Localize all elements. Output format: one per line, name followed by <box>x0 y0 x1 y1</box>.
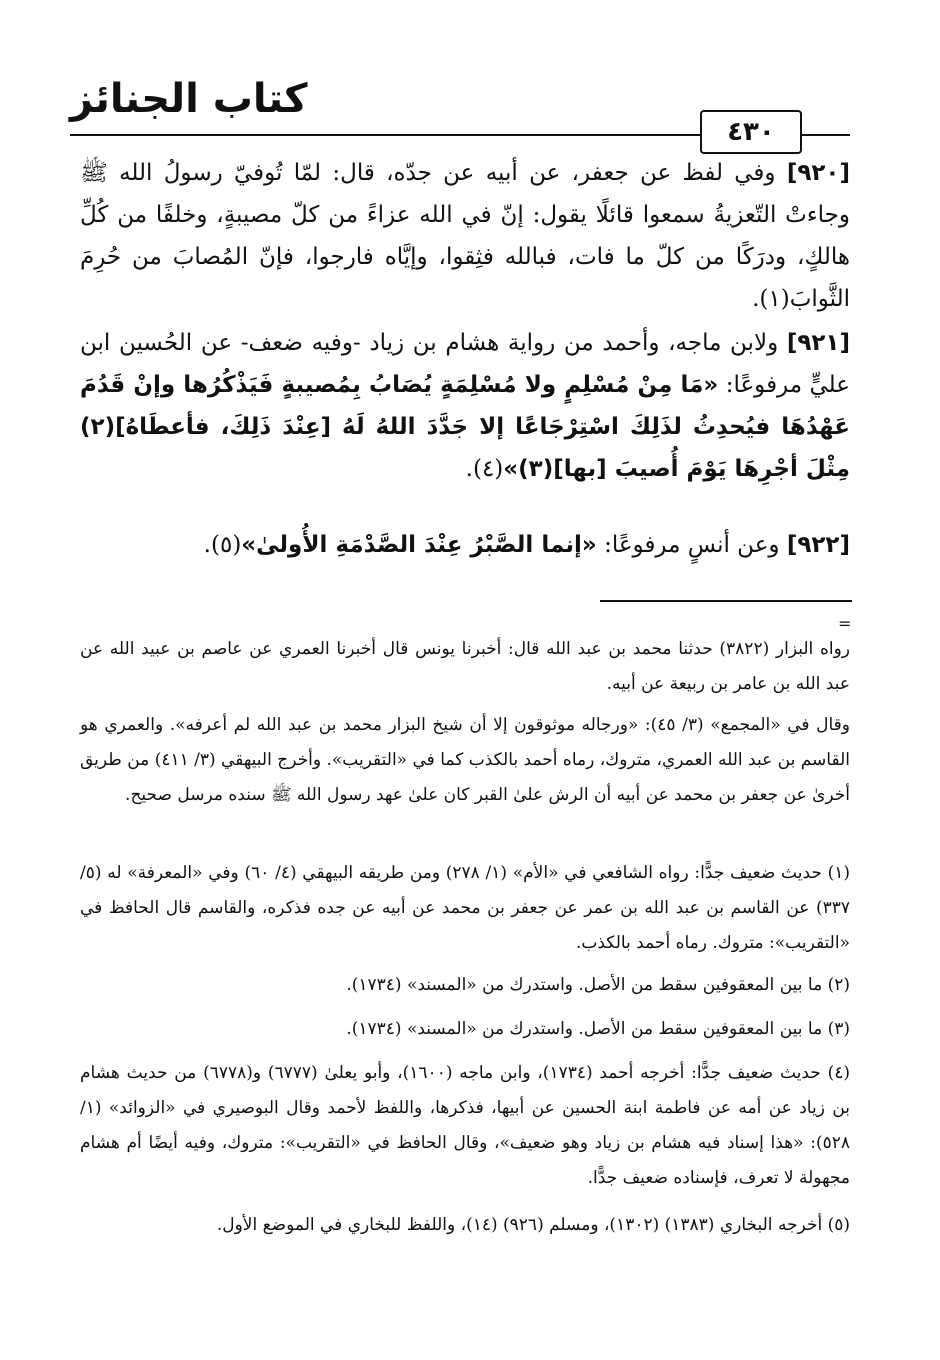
footnote-1: (١) حديث ضعيف جدًّا: رواه الشافعي في «الأم» (١/ ٢٧٨) ومن طريقه البيهقي (٤/ ٦٠) وفي «المعرفة» له (٥/ ٣٣٧) عن القاسم بن عبد الله بن عمر عن جعفر بن محمد عن أبيه عن جده فذكره، والقاسم قال الحافظ في «التقريب»: متروك. رماه أحمد بالكذب. <box>80 863 850 953</box>
continuation-marker: = <box>838 614 852 633</box>
footnote-continuation: رواه البزار (٣٨٢٢) حدثنا محمد بن عبد الله قال: أخبرنا يونس قال أخبرنا العمري عن عاصم بن عبيد الله عن عبد الله بن عامر بن ربيعة عن أبيه. <box>80 639 850 694</box>
footnote-2: (٢) ما بين المعقوفين سقط من الأصل. واستدرك من «المسند» (١٧٣٤). <box>346 975 850 995</box>
paragraph-number: [٩٢١] <box>786 330 850 356</box>
page-number: ٤٣٠ <box>700 110 802 154</box>
chapter-title: كتاب الجنائز <box>70 76 308 122</box>
paragraph-intro: وعن أنسٍ مرفوعًا: <box>596 532 787 558</box>
footnote-3: (٣) ما بين المعقوفين سقط من الأصل. واستدرك من «المسند» (١٧٣٤). <box>346 1019 850 1039</box>
footnote-4: (٤) حديث ضعيف جدًّا: أخرجه أحمد (١٧٣٤)، وابن ماجه (١٦٠٠)، وأبو يعلىٰ (٦٧٧٧) و(٦٧٧٨) من حديث هشام بن زياد عن أمه عن فاطمة ابنة الحسين عن أبيها، فذكرها، واللفظ لأحمد وقال البوصيري في «الزوائد» (١/ ٥٢٨): «هذا إسناد فيه هشام بن زياد وهو ضعيف»، وقال الحافظ في «التقريب»: متروك، وفيه أيضًا أم هشام مجهولة لا تعرف، فإسناده ضعيف جدًّا. <box>80 1063 850 1188</box>
paragraph-922 <box>80 524 850 566</box>
paragraph-end: (٤). <box>465 456 504 482</box>
footnote-continuation: وقال في «المجمع» (٣/ ٤٥): «ورجاله موثوقون إلا أن شيخ البزار محمد بن عبد الله لم أعرفه». والعمري هو القاسم بن عبد الله العمري، متروك، رماه أحمد بالكذب كما في «التقريب». وأخرج البيهقي (٣/ ٤١١) من طريق أخرىٰ عن جعفر بن محمد عن أبيه أن الرش علىٰ القبر كان علىٰ عهد رسول الله ﷺ سنده مرسل صحيح. <box>80 715 850 805</box>
paragraph-number: [٩٢٢] <box>786 532 850 558</box>
footnote-separator <box>600 600 852 602</box>
hadith-text: «مَا مِنْ مُسْلِمٍ ولا مُسْلِمَةٍ يُصَابُ بِمُصيبةٍ فَيَذْكُرُها وإنْ قَدُمَ عَهْدُهَا فيُحدِثُ لذَلِكَ اسْتِرْجَاعًا إلا جَدَّدَ اللهُ لَهُ [عِنْدَ ذَلِكَ، فأعطَاهُ](٢) مِثْلَ أجْرِهَا يَوْمَ أُصيبَ [بها](٣)» <box>80 372 850 482</box>
hadith-text: «إنما الصَّبْرُ عِنْدَ الصَّدْمَةِ الأُولىٰ» <box>241 532 597 558</box>
paragraph-number: [٩٢٠] <box>786 160 850 186</box>
paragraph-end: (٥). <box>203 532 242 558</box>
paragraph-921 <box>80 322 850 490</box>
paragraph-intro: ولابن ماجه، وأحمد من رواية هشام بن زياد -وفيه ضعف- عن الحُسين ابن عليٍّ مرفوعًا: <box>80 330 851 398</box>
paragraph-text: وفي لفظ عن جعفر، عن أبيه عن جدّه، قال: لمّا تُوفيّ رسولُ الله ﷺ وجاءتْ التّعزيةُ سمعوا قائلًا يقول: إنّ في الله عزاءً من كلّ مصيبةٍ، وخلفًا من كُلِّ هالكٍ، ودرَكًا من كلّ ما فات، فبالله فثِقوا، وإيَّاه فارجوا، فإنّ المُصابَ من حُرِمَ الثَّوابَ(١). <box>80 160 850 312</box>
footnote-5: (٥) أخرجه البخاري (١٣٨٣) (١٣٠٢)، ومسلم (٩٢٦) (١٤)، واللفظ للبخاري في الموضع الأول. <box>216 1215 850 1235</box>
paragraph-920 <box>80 152 850 320</box>
